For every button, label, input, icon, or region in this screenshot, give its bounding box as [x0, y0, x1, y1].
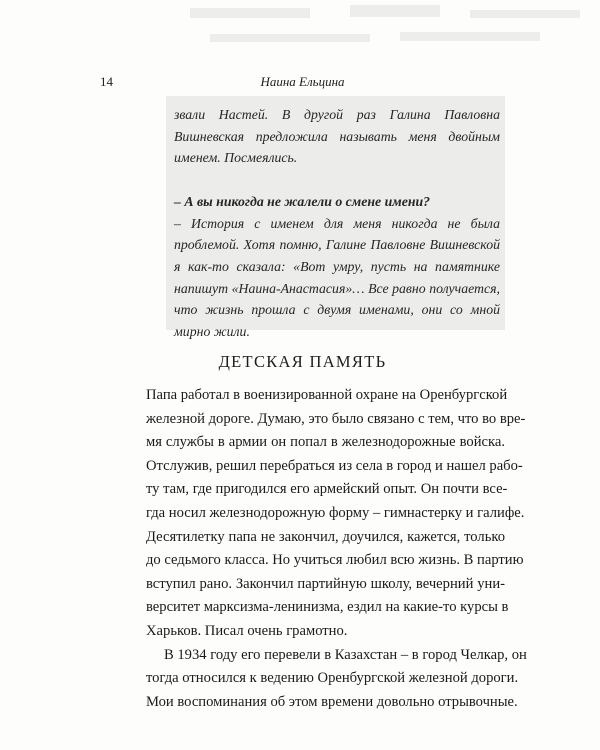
text-line: мя службы в армии он попал в железнодорожные войска. — [146, 434, 505, 451]
interview-question: – А вы никогда не жалели о смене имени? — [174, 193, 431, 209]
bleed-through-text — [150, 0, 600, 60]
text-line: вступил рано. Закончил партийную школу, вечерний уни- — [146, 575, 505, 592]
page-number: 14 — [100, 74, 113, 89]
text-line: Отслужив, решил перебраться из села в город и нашел рабо- — [146, 457, 523, 474]
text-line: до седьмого класса. Но учиться любил всю жизнь. В партию — [146, 552, 524, 569]
interview-text — [174, 104, 500, 343]
text-line: Десятилетку папа не закончил, доучился, кажется, только — [146, 528, 505, 545]
text-line: В 1934 году его перевели в Казахстан – в город Челкар, он — [164, 646, 527, 663]
text-line: Харьков. Писал очень грамотно. — [146, 622, 348, 639]
interview-paragraph: звали Настей. В другой раз Галина Павловна Вишневская предложила называть меня двойным именем. Посмеялись. — [174, 107, 500, 166]
interview-box — [166, 96, 505, 340]
text-line: ту там, где пригодился его армейский опыт. Он почти все- — [146, 481, 508, 498]
text-line: верситет марксизма-ленинизма, ездил на какие-то курсы в — [146, 599, 509, 616]
body-text — [146, 384, 527, 714]
running-head — [100, 72, 505, 92]
text-line: железной дороге. Думаю, это было связано с тем, что во вре- — [146, 410, 526, 427]
section-title: ДЕТСКАЯ ПАМЯТЬ — [218, 352, 387, 371]
text-line: Мои воспоминания об этом времени довольно отрывочные. — [146, 693, 518, 710]
text-line: гда носил железнодорожную форму – гимнастерку и галифе. — [146, 504, 525, 521]
book-author: Наина Ельцина — [260, 74, 345, 89]
text-line: Папа работал в военизированной охране на Оренбургской — [146, 387, 508, 403]
interview-answer: – История с именем для меня никогда не была проблемой. Хотя помню, Галине Павловне Вишневской я как-то сказала: «Вот умру, пусть на памятнике напишут «Наина-Анастасия»… Все равно получается, что жизнь прошла с двумя именами, они со мной мирно жили. — [174, 215, 500, 340]
text-line: тогда относился к ведению Оренбургской железной дороги. — [146, 670, 519, 687]
